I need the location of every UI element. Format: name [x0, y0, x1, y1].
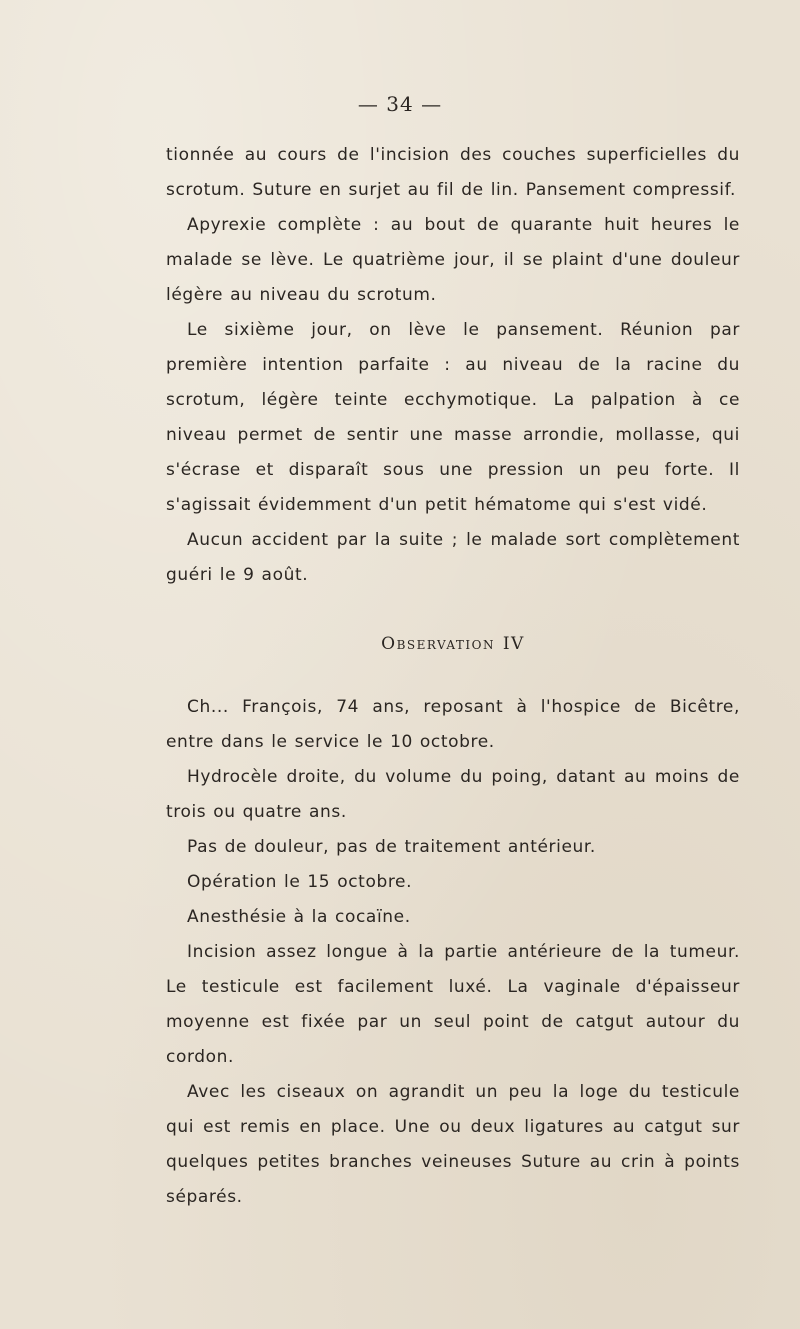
paragraph-ciseaux: Avec les ciseaux on agrandit un peu la loge du testicule qui est remis en place. Une ou deux ligatures au catgut sur quelques petites branches veineuses Suture au crin à points séparés. [166, 1082, 740, 1207]
paragraph-aucun-accident: Aucun accident par la suite ; le malade sort complètement guéri le 9 août. [166, 530, 740, 585]
paragraph-apyrexie: Apyrexie complète : au bout de quarante huit heures le malade se lève. Le quatrième jour, il se plaint d'une douleur légère au niveau du scrotum. [166, 215, 740, 305]
paragraph-incision: Incision assez longue à la partie antérieure de la tumeur. Le testicule est facilement luxé. La vaginale d'épaisseur moyenne est fixée par un seul point de catgut autour du cordon. [166, 942, 740, 1067]
paragraph-patient: Ch... François, 74 ans, reposant à l'hospice de Bicêtre, entre dans le service le 10 octobre. [166, 697, 740, 752]
page-number: — 34 — [357, 92, 443, 116]
paragraph-douleur: Pas de douleur, pas de traitement antérieur. [187, 837, 596, 857]
paragraph-operation: Opération le 15 octobre. [187, 872, 413, 892]
section-heading: Observation IV [381, 634, 525, 654]
body-text [166, 138, 740, 1215]
paragraph-hydrocele: Hydrocèle droite, du volume du poing, datant au moins de trois ou quatre ans. [166, 767, 740, 822]
paragraph-anesthesie: Anesthésie à la cocaïne. [187, 907, 411, 927]
paragraph-continuation: tionnée au cours de l'incision des couches superficielles du scrotum. Suture en surjet au fil de lin. Pansement compressif. [166, 145, 740, 200]
paragraph-sixieme-jour: Le sixième jour, on lève le pansement. Réunion par première intention parfaite : au niveau de la racine du scrotum, légère teinte ecchymotique. La palpation à ce niveau permet de sentir une masse arrondie, mollasse, qui s'écrase et disparaît sous une pression un peu forte. Il s'agissait évidemment d'un petit hématome qui s'est vidé. [166, 320, 740, 515]
